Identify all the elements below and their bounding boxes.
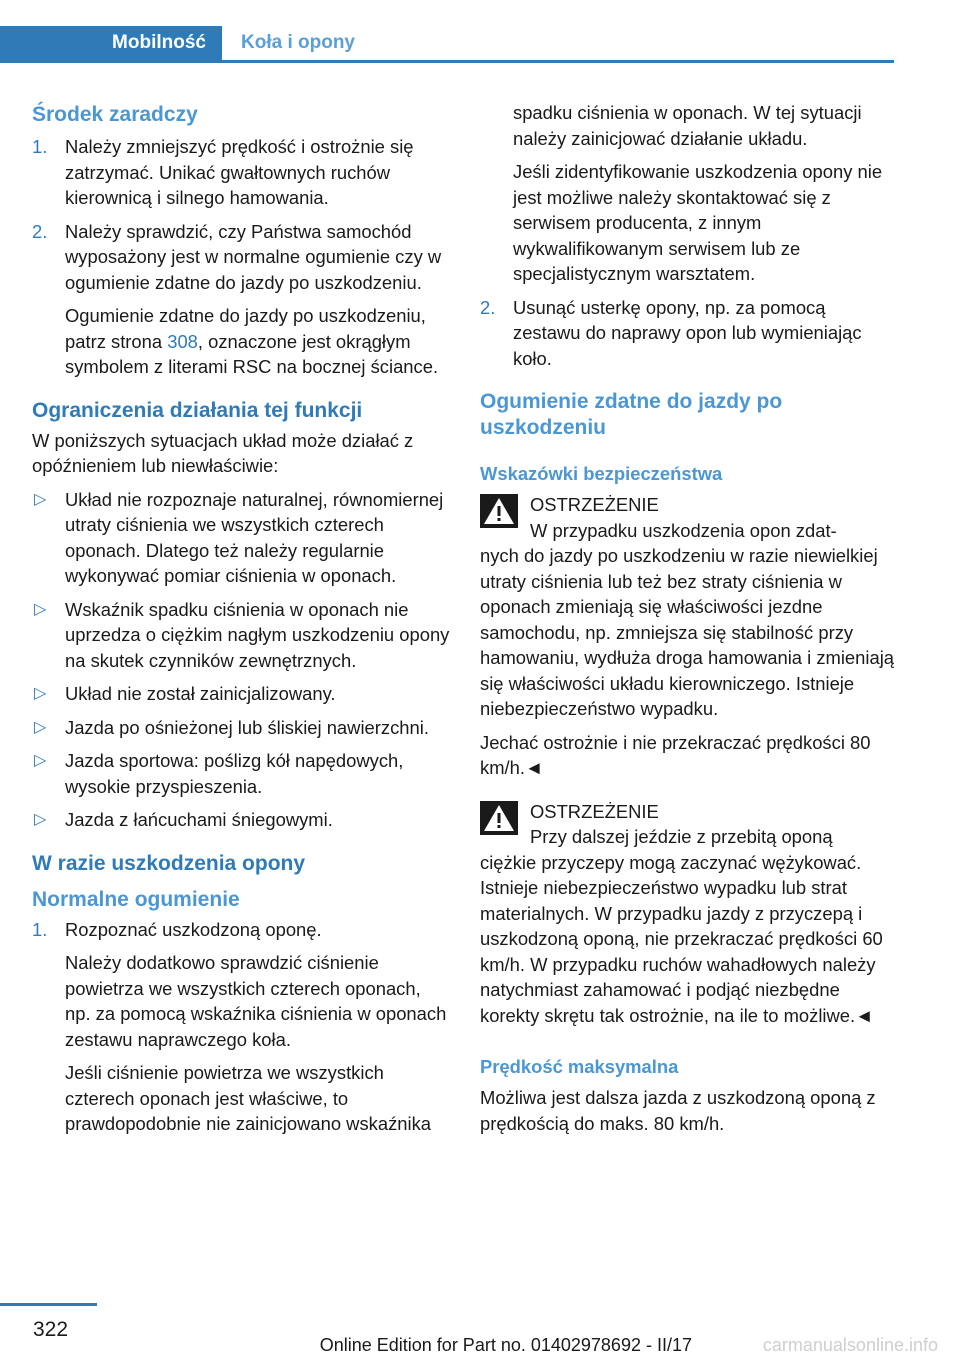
rsc-note-text: Ogumienie zdatne do jazdy po uszkodzeniu, patrz strona: [65, 305, 426, 352]
safety-title: Wskazówki bezpieczeństwa: [480, 463, 723, 484]
speed-text: Możliwa jest dalsza jazda z uszkodzoną oponą z prędkością do maks. 80 km/h.: [480, 1087, 876, 1134]
step-number: 1.: [32, 918, 48, 940]
page-link-308[interactable]: 308: [167, 330, 198, 352]
triangle-bullet-icon: ▷: [34, 752, 47, 769]
normal-para-2: Jeśli ciśnienie powietrza we wszystkich czterech oponach jest właściwe, to prawdopodobnie nie zainicjowano wskaźnika: [65, 1062, 431, 1134]
step-text: Należy zmniejszyć prędkość i ostrożnie się zatrzymać. Unikać gwałtownych ruchów kierownicą i silnego hamowania.: [65, 136, 414, 208]
step-text: Usunąć usterkę opony, np. za pomocą zestawu do naprawy opon lub wymieniając koło.: [513, 296, 862, 369]
list-item: ▷ Układ nie został zainicjalizowany.: [32, 681, 450, 707]
warning-first-line: W przypadku uszkodzenia opon zdat-: [530, 519, 837, 541]
triangle-bullet-icon: ▷: [34, 600, 47, 618]
edition-text: Online Edition for Part no. 01402978692 - II/17: [319, 1335, 692, 1355]
triangle-bullet-icon: ▷: [34, 718, 47, 736]
warning-triangle-icon: [480, 801, 518, 835]
tab-mobilnosc[interactable]: Mobilność: [0, 26, 222, 60]
repair-steps: [480, 295, 898, 372]
list-item: ▷ Jazda sportowa: poślizg kół napędowych, wysokie przyspieszenia.: [34, 750, 404, 797]
step-number: 2.: [480, 296, 496, 318]
warning-title: OSTRZEŻENIE: [530, 800, 659, 822]
page-header: [0, 0, 960, 64]
left-column: [32, 100, 450, 1145]
watermark: carmanualsonline.info: [762, 1335, 938, 1355]
list-item: [480, 295, 898, 372]
continued-para-2: Jeśli zidentyfikowanie uszkodzenia opony nie jest możliwe należy skontaktować się z serwisem producenta, z innym wykwalifikowanym serwisem lub ze specjalistycznym warsztatem.: [513, 161, 883, 284]
list-item: [32, 219, 450, 296]
limits-list: [32, 487, 450, 833]
warning-title: OSTRZEŻENIE: [530, 494, 659, 515]
section-title-srodek-zaradczy: Środek zaradczy: [32, 103, 198, 126]
section-title-ograniczenia: Ograniczenia działania tej funkcji: [32, 398, 363, 422]
footer-divider: [0, 1303, 97, 1306]
list-item: [32, 917, 450, 943]
list-item: ▷ Układ nie rozpoznaje naturalnej, równomiernej utraty ciśnienia we wszystkich czterech oponach. Dlatego też należy regularnie wykonywać pomiar ciśnienia w oponach.: [34, 488, 444, 586]
triangle-bullet-icon: ▷: [34, 490, 47, 508]
normal-para-1: Należy dodatkowo sprawdzić ciśnienie powietrza we wszystkich czterech oponach, np. za pomocą wskaźnika ciśnienia w oponach zestawu naprawczego koła.: [65, 952, 447, 1050]
warning-block-1: [480, 492, 898, 781]
rsc-note-text-end: , oznaczone jest okrągłym symbolem z literami RSC na bocznej ściance.: [65, 330, 439, 377]
step-text: Rozpoznać uszkodzoną oponę.: [65, 918, 322, 940]
section-title-rsc: Ogumienie zdatne do jazdy po uszkodzeniu: [480, 390, 783, 439]
triangle-bullet-icon: ▷: [34, 811, 47, 828]
continued-para-1: spadku ciśnienia w oponach. W tej sytuacji należy zainicjować działanie układu.: [513, 102, 862, 149]
warning-extra: Jechać ostrożnie i nie przekraczać prędkości 80 km/h.◄: [480, 731, 871, 778]
limits-intro: W poniższych sytuacjach układ może działać z opóźnieniem lub niewłaściwie:: [32, 429, 414, 476]
step-number: 2.: [32, 220, 48, 242]
normal-tire-steps: [32, 917, 450, 943]
warning-first-line: Przy dalszej jeździe z przebitą oponą: [530, 826, 833, 847]
remedy-steps: [32, 134, 450, 295]
list-item: ▷ Jazda po ośnieżonej lub śliskiej nawierzchni.: [32, 715, 450, 741]
section-title-w-razie-uszkodzenia: W razie uszkodzenia opony: [32, 851, 306, 875]
step-number: 1.: [32, 136, 48, 157]
triangle-bullet-icon: ▷: [34, 685, 47, 702]
speed-title: Prędkość maksymalna: [480, 1056, 679, 1077]
right-column: [480, 100, 898, 1144]
warning-triangle-icon: [480, 494, 518, 528]
step-text: Należy sprawdzić, czy Państwa samochód wyposażony jest w normalne ogumienie czy w ogumienie zdatne do jazdy po uszkodzeniu.: [65, 220, 442, 293]
list-item: [32, 134, 450, 211]
header-divider: [0, 60, 894, 63]
warning-text: ciężkie przyczepy mogą zaczynać wężykować. Istnieje niebezpieczeństwo wypadku lub strat materialnych. W przypadku jazdy z przyczepą i uszkodzoną oponą, nie przekraczać prędkości 60 km/h. W przypadku ruchów wahadłowych należy natychmiast zahamować i podjąć niezbędne korekty skrętu tak ostrożnie, na ile to możliwe.◄: [480, 851, 883, 1026]
page-number: 322: [33, 1318, 69, 1341]
list-item: ▷ Jazda z łańcuchami śniegowymi.: [32, 807, 450, 833]
warning-text: nych do jazdy po uszkodzeniu w razie niewielkiej utraty ciśnienia lub też bez straty ciśnienia w oponach zmieniają się właściwości jezdne samochodu, np. zmniejsza się stabilność przy hamowaniu, wydłuża droga hamowania i zmieniają się właściwości układu kierowniczego. Istnieje niebezpieczeństwo wypadku.: [480, 545, 895, 719]
section-title-normalne-ogumienie: Normalne ogumienie: [32, 887, 240, 911]
tab-kola-i-opony[interactable]: Koła i opony: [241, 32, 355, 53]
rsc-note: [65, 303, 450, 380]
warning-block-2: [480, 799, 898, 1029]
list-item: ▷ Wskaźnik spadku ciśnienia w oponach nie uprzedza o ciężkim nagłym uszkodzeniu opony na skutek czynników zewnętrznych.: [34, 598, 450, 671]
